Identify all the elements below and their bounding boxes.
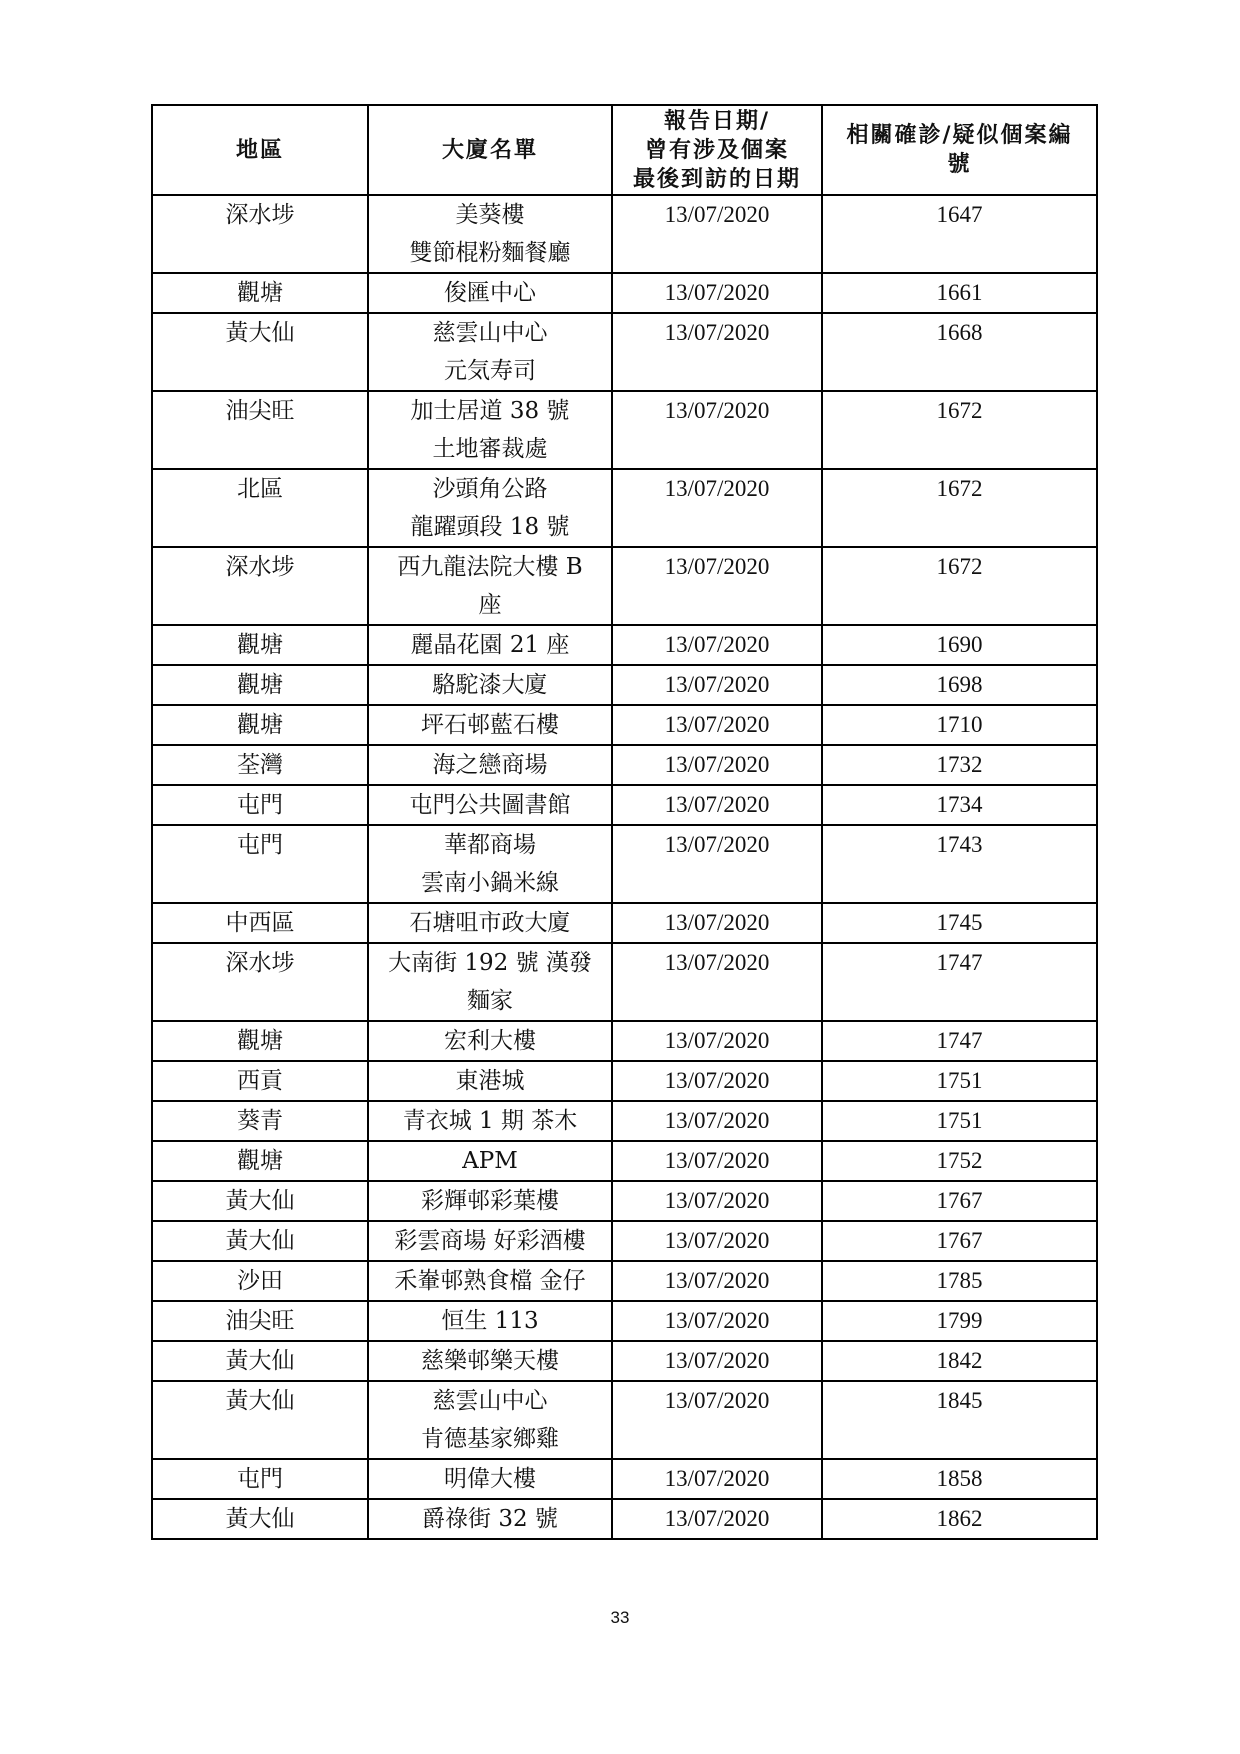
building-cell (368, 943, 612, 1021)
building-name-line: 大南街 192 號 漢發 (388, 950, 592, 976)
building-name-line: 石塘咀市政大廈 (409, 910, 571, 936)
table-row (152, 625, 1097, 665)
building-cell (368, 785, 612, 825)
district-cell: 黃大仙 (152, 1499, 368, 1539)
building-name-line: 青衣城 1 期 茶木 (402, 1108, 578, 1134)
building-name-line: 西九龍法院大樓 B (397, 554, 583, 580)
building-name-line: 雲南小鍋米線 (421, 870, 559, 896)
header-district: 地區 (152, 105, 368, 195)
report-date-cell: 13/07/2020 (612, 1021, 822, 1061)
header-case-number (822, 105, 1097, 195)
case-number-cell: 1751 (822, 1061, 1097, 1101)
report-date-cell: 13/07/2020 (612, 547, 822, 625)
table-row (152, 705, 1097, 745)
building-name-line: 慈樂邨樂天樓 (421, 1348, 559, 1374)
district-cell: 黃大仙 (152, 1341, 368, 1381)
district-cell: 北區 (152, 469, 368, 547)
report-date-cell: 13/07/2020 (612, 195, 822, 273)
case-number-cell: 1690 (822, 625, 1097, 665)
table-row (152, 1141, 1097, 1181)
table-row (152, 903, 1097, 943)
case-number-cell: 1732 (822, 745, 1097, 785)
header-case-number-line: 號 (947, 152, 972, 177)
report-date-cell: 13/07/2020 (612, 903, 822, 943)
district-cell: 黃大仙 (152, 313, 368, 391)
building-name-line: 華都商場 (444, 832, 536, 858)
report-date-cell: 13/07/2020 (612, 1141, 822, 1181)
building-cell (368, 903, 612, 943)
building-cell (368, 745, 612, 785)
table-row (152, 469, 1097, 547)
table-row (152, 547, 1097, 625)
building-name-line: 麗晶花園 21 座 (410, 632, 570, 658)
building-name-line: 慈雲山中心 (432, 320, 548, 346)
report-date-cell: 13/07/2020 (612, 1101, 822, 1141)
building-cell (368, 391, 612, 469)
building-cell (368, 1101, 612, 1141)
table-row (152, 943, 1097, 1021)
header-building: 大廈名單 (368, 105, 612, 195)
case-number-cell: 1751 (822, 1101, 1097, 1141)
case-number-cell: 1647 (822, 195, 1097, 273)
case-number-cell: 1672 (822, 391, 1097, 469)
building-name-line: 禾輋邨熟食檔 金仔 (394, 1268, 586, 1294)
case-number-cell: 1710 (822, 705, 1097, 745)
district-cell: 黃大仙 (152, 1381, 368, 1459)
building-cell (368, 1061, 612, 1101)
building-cell (368, 547, 612, 625)
table-row (152, 1061, 1097, 1101)
building-cell (368, 705, 612, 745)
building-cell (368, 825, 612, 903)
building-name-line: 屯門公共圖書館 (409, 792, 571, 818)
building-name-line: 雙節棍粉麵餐廳 (409, 240, 571, 266)
district-cell: 油尖旺 (152, 1301, 368, 1341)
report-date-cell: 13/07/2020 (612, 469, 822, 547)
building-name-line: 恒生 113 (441, 1308, 539, 1334)
header-case-number-line: 相關確診/疑似個案編 (846, 123, 1073, 148)
report-date-cell: 13/07/2020 (612, 1341, 822, 1381)
district-cell: 深水埗 (152, 943, 368, 1021)
building-cell (368, 273, 612, 313)
case-number-cell: 1668 (822, 313, 1097, 391)
building-cell (368, 1181, 612, 1221)
district-cell: 西貢 (152, 1061, 368, 1101)
district-cell: 黃大仙 (152, 1221, 368, 1261)
building-cell (368, 1499, 612, 1539)
case-number-cell: 1767 (822, 1181, 1097, 1221)
building-name-line: 元気寿司 (444, 358, 536, 384)
report-date-cell: 13/07/2020 (612, 1181, 822, 1221)
header-report-date (612, 105, 822, 195)
table-row (152, 313, 1097, 391)
district-cell: 觀塘 (152, 625, 368, 665)
report-date-cell: 13/07/2020 (612, 1261, 822, 1301)
building-name-line: 肯德基家鄉雞 (421, 1426, 559, 1452)
building-cell (368, 1301, 612, 1341)
report-date-cell: 13/07/2020 (612, 1499, 822, 1539)
building-name-line: 駱駝漆大廈 (432, 672, 548, 698)
building-name-line: 彩雲商場 好彩酒樓 (394, 1228, 586, 1254)
page-number: 33 (610, 1608, 630, 1627)
table-row (152, 1301, 1097, 1341)
table-row (152, 1101, 1097, 1141)
report-date-cell: 13/07/2020 (612, 943, 822, 1021)
table-row (152, 1181, 1097, 1221)
district-cell: 觀塘 (152, 665, 368, 705)
table-row (152, 785, 1097, 825)
building-cell (368, 1261, 612, 1301)
building-list-table (151, 104, 1098, 1540)
table-row (152, 825, 1097, 903)
district-cell: 中西區 (152, 903, 368, 943)
building-name-line: 慈雲山中心 (432, 1388, 548, 1414)
district-cell: 觀塘 (152, 273, 368, 313)
case-number-cell: 1661 (822, 273, 1097, 313)
building-cell (368, 1381, 612, 1459)
case-number-cell: 1698 (822, 665, 1097, 705)
case-number-cell: 1743 (822, 825, 1097, 903)
table-row (152, 391, 1097, 469)
report-date-cell: 13/07/2020 (612, 1221, 822, 1261)
table-body (152, 195, 1097, 1539)
building-name-line: 美葵樓 (455, 202, 525, 228)
district-cell: 觀塘 (152, 1021, 368, 1061)
table-row (152, 1261, 1097, 1301)
report-date-cell: 13/07/2020 (612, 391, 822, 469)
building-name-line: 坪石邨藍石樓 (421, 712, 559, 738)
case-number-cell: 1767 (822, 1221, 1097, 1261)
building-name-line: 爵祿街 32 號 (422, 1506, 558, 1532)
table-row (152, 745, 1097, 785)
case-number-cell: 1858 (822, 1459, 1097, 1499)
table-row (152, 1341, 1097, 1381)
building-cell (368, 1341, 612, 1381)
case-number-cell: 1842 (822, 1341, 1097, 1381)
district-cell: 屯門 (152, 785, 368, 825)
header-report-date-line: 最後到訪的日期 (632, 166, 801, 192)
report-date-cell: 13/07/2020 (612, 705, 822, 745)
district-cell: 油尖旺 (152, 391, 368, 469)
building-cell (368, 1459, 612, 1499)
case-number-cell: 1672 (822, 469, 1097, 547)
report-date-cell: 13/07/2020 (612, 1381, 822, 1459)
report-date-cell: 13/07/2020 (612, 273, 822, 313)
district-cell: 黃大仙 (152, 1181, 368, 1221)
building-cell (368, 195, 612, 273)
table-header-row (152, 105, 1097, 195)
table-row (152, 665, 1097, 705)
case-number-cell: 1752 (822, 1141, 1097, 1181)
report-date-cell: 13/07/2020 (612, 825, 822, 903)
report-date-cell: 13/07/2020 (612, 745, 822, 785)
building-name-line: 土地審裁處 (432, 436, 548, 462)
building-name-line: 宏利大樓 (444, 1028, 536, 1054)
district-cell: 屯門 (152, 825, 368, 903)
table-row (152, 1459, 1097, 1499)
building-cell (368, 313, 612, 391)
table-row (152, 1499, 1097, 1539)
building-name-line: 俊匯中心 (444, 280, 536, 306)
building-name-line: 座 (478, 592, 502, 618)
building-name-line: 龍躍頭段 18 號 (410, 514, 570, 540)
case-number-cell: 1799 (822, 1301, 1097, 1341)
case-number-cell: 1862 (822, 1499, 1097, 1539)
header-report-date-line: 報告日期/ (663, 108, 771, 134)
building-name-line: 沙頭角公路 (432, 476, 548, 502)
report-date-cell: 13/07/2020 (612, 313, 822, 391)
building-name-line: APM (462, 1148, 518, 1174)
case-number-cell: 1745 (822, 903, 1097, 943)
building-cell (368, 625, 612, 665)
building-cell (368, 469, 612, 547)
case-number-cell: 1672 (822, 547, 1097, 625)
table-row (152, 195, 1097, 273)
district-cell: 葵青 (152, 1101, 368, 1141)
district-cell: 沙田 (152, 1261, 368, 1301)
building-name-line: 東港城 (455, 1068, 525, 1094)
case-number-cell: 1845 (822, 1381, 1097, 1459)
table-row (152, 1381, 1097, 1459)
table-row (152, 1021, 1097, 1061)
case-number-cell: 1734 (822, 785, 1097, 825)
building-cell (368, 1221, 612, 1261)
case-number-cell: 1785 (822, 1261, 1097, 1301)
report-date-cell: 13/07/2020 (612, 625, 822, 665)
header-report-date-line: 曾有涉及個案 (644, 137, 789, 163)
table-row (152, 273, 1097, 313)
building-cell (368, 1021, 612, 1061)
report-date-cell: 13/07/2020 (612, 665, 822, 705)
building-name-line: 明偉大樓 (444, 1466, 536, 1492)
district-cell: 深水埗 (152, 547, 368, 625)
case-number-cell: 1747 (822, 943, 1097, 1021)
building-cell (368, 665, 612, 705)
district-cell: 屯門 (152, 1459, 368, 1499)
table-row (152, 1221, 1097, 1261)
building-cell (368, 1141, 612, 1181)
district-cell: 觀塘 (152, 1141, 368, 1181)
building-name-line: 加士居道 38 號 (410, 398, 570, 424)
report-date-cell: 13/07/2020 (612, 785, 822, 825)
building-name-line: 海之戀商場 (432, 752, 548, 778)
district-cell: 深水埗 (152, 195, 368, 273)
case-number-cell: 1747 (822, 1021, 1097, 1061)
district-cell: 荃灣 (152, 745, 368, 785)
report-date-cell: 13/07/2020 (612, 1459, 822, 1499)
report-date-cell: 13/07/2020 (612, 1061, 822, 1101)
report-date-cell: 13/07/2020 (612, 1301, 822, 1341)
district-cell: 觀塘 (152, 705, 368, 745)
building-name-line: 彩輝邨彩葉樓 (421, 1188, 559, 1214)
building-name-line: 麵家 (467, 988, 513, 1014)
